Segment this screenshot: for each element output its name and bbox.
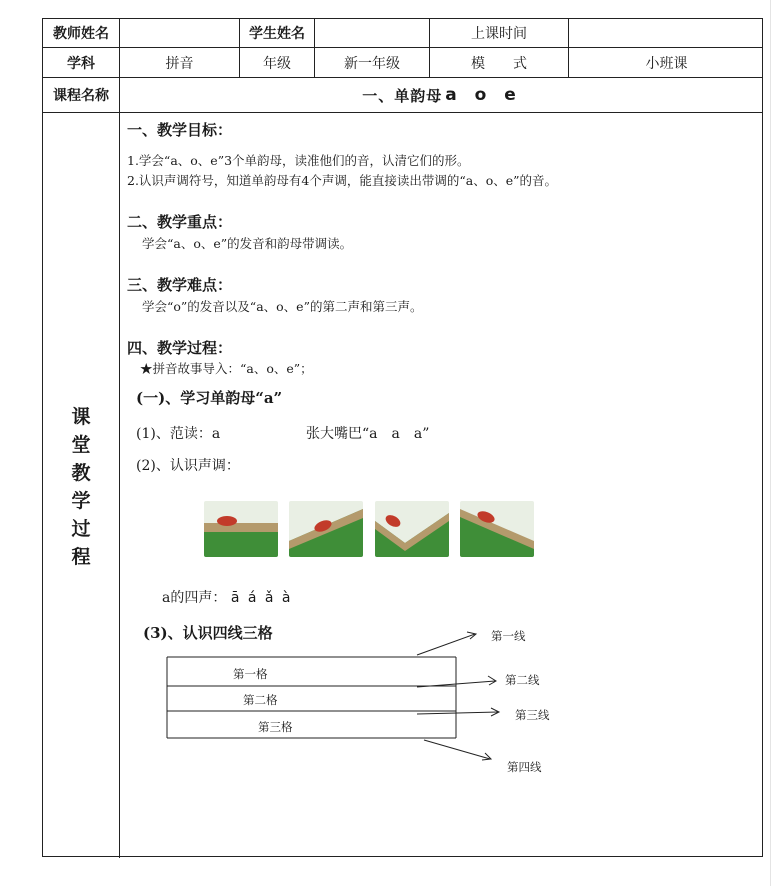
- course-title-pinyin: a o e: [445, 85, 522, 105]
- arrow-head: [482, 753, 491, 760]
- step-1-3-heading: (3)、认识四线三格: [143, 624, 273, 642]
- story-intro: ★拼音故事导入：“a、o、e”；: [140, 361, 313, 376]
- grade-label: 年级: [263, 55, 291, 72]
- teaching-goals-heading: 一、教学目标：: [127, 121, 233, 139]
- step-1-2-label: (2)、认识声调：: [136, 458, 240, 474]
- difficulties-heading: 三、教学难点：: [127, 276, 233, 294]
- step-1-heading: (一)、学习单韵母“a”: [136, 389, 283, 407]
- arrow-head: [488, 676, 496, 685]
- four-line-diagram: [43, 19, 764, 858]
- side-char: 堂: [71, 434, 91, 456]
- side-char: 过: [71, 518, 91, 540]
- side-char: 教: [71, 462, 91, 484]
- key-points-heading: 二、教学重点：: [127, 213, 233, 231]
- difficulties-text: 学会“o”的发音以及“a、o、e”的第二声和第三声。: [142, 299, 423, 314]
- mode-value: 小班课: [645, 55, 688, 72]
- teaching-goal-1: 1.学会“a、o、e”3个单韵母，读准他们的音，认清它们的形。: [127, 153, 470, 168]
- course-title-text: 一、单韵母: [362, 86, 443, 105]
- grid-cell-3-label: 第三格: [258, 720, 293, 734]
- line-1-label: 第一线: [491, 629, 526, 643]
- side-char: 课: [71, 406, 91, 428]
- step-1-1-label: (1)、范读：a: [136, 426, 221, 442]
- side-char: 程: [71, 546, 91, 568]
- course-name-label: 课程名称: [53, 88, 109, 104]
- grade-value: 新一年级: [344, 55, 400, 72]
- subject-value: 拼音: [165, 55, 194, 72]
- student-name-label: 学生姓名: [249, 26, 305, 42]
- lesson-plan-table: [42, 18, 763, 857]
- arrow-4: [424, 740, 490, 759]
- arrow-1: [417, 634, 475, 655]
- line-4-label: 第四线: [507, 760, 542, 774]
- tones-values: ā á ǎ à: [230, 590, 293, 606]
- grid-cell-2-label: 第二格: [243, 693, 278, 707]
- teaching-goal-2: 2.认识声调符号，知道单韵母有4个声调，能直接读出带调的“a、o、e”的音。: [127, 173, 558, 188]
- line-2-label: 第二线: [505, 673, 540, 687]
- teacher-name-label: 教师姓名: [53, 26, 109, 42]
- arrow-3: [417, 712, 498, 714]
- class-time-label: 上课时间: [471, 26, 527, 42]
- mode-label: 模 式: [471, 55, 527, 72]
- process-heading: 四、教学过程：: [127, 339, 233, 357]
- side-char: 学: [71, 490, 91, 512]
- line-3-label: 第三线: [515, 708, 550, 722]
- tones-label: a的四声：: [162, 590, 227, 606]
- step-1-1-text: 张大嘴巴“a a a”: [306, 426, 430, 442]
- key-points-text: 学会“a、o、e”的发音和韵母带调读。: [142, 236, 353, 251]
- subject-label: 学科: [67, 55, 95, 72]
- arrows: [417, 632, 499, 760]
- grid-cell-1-label: 第一格: [233, 667, 268, 681]
